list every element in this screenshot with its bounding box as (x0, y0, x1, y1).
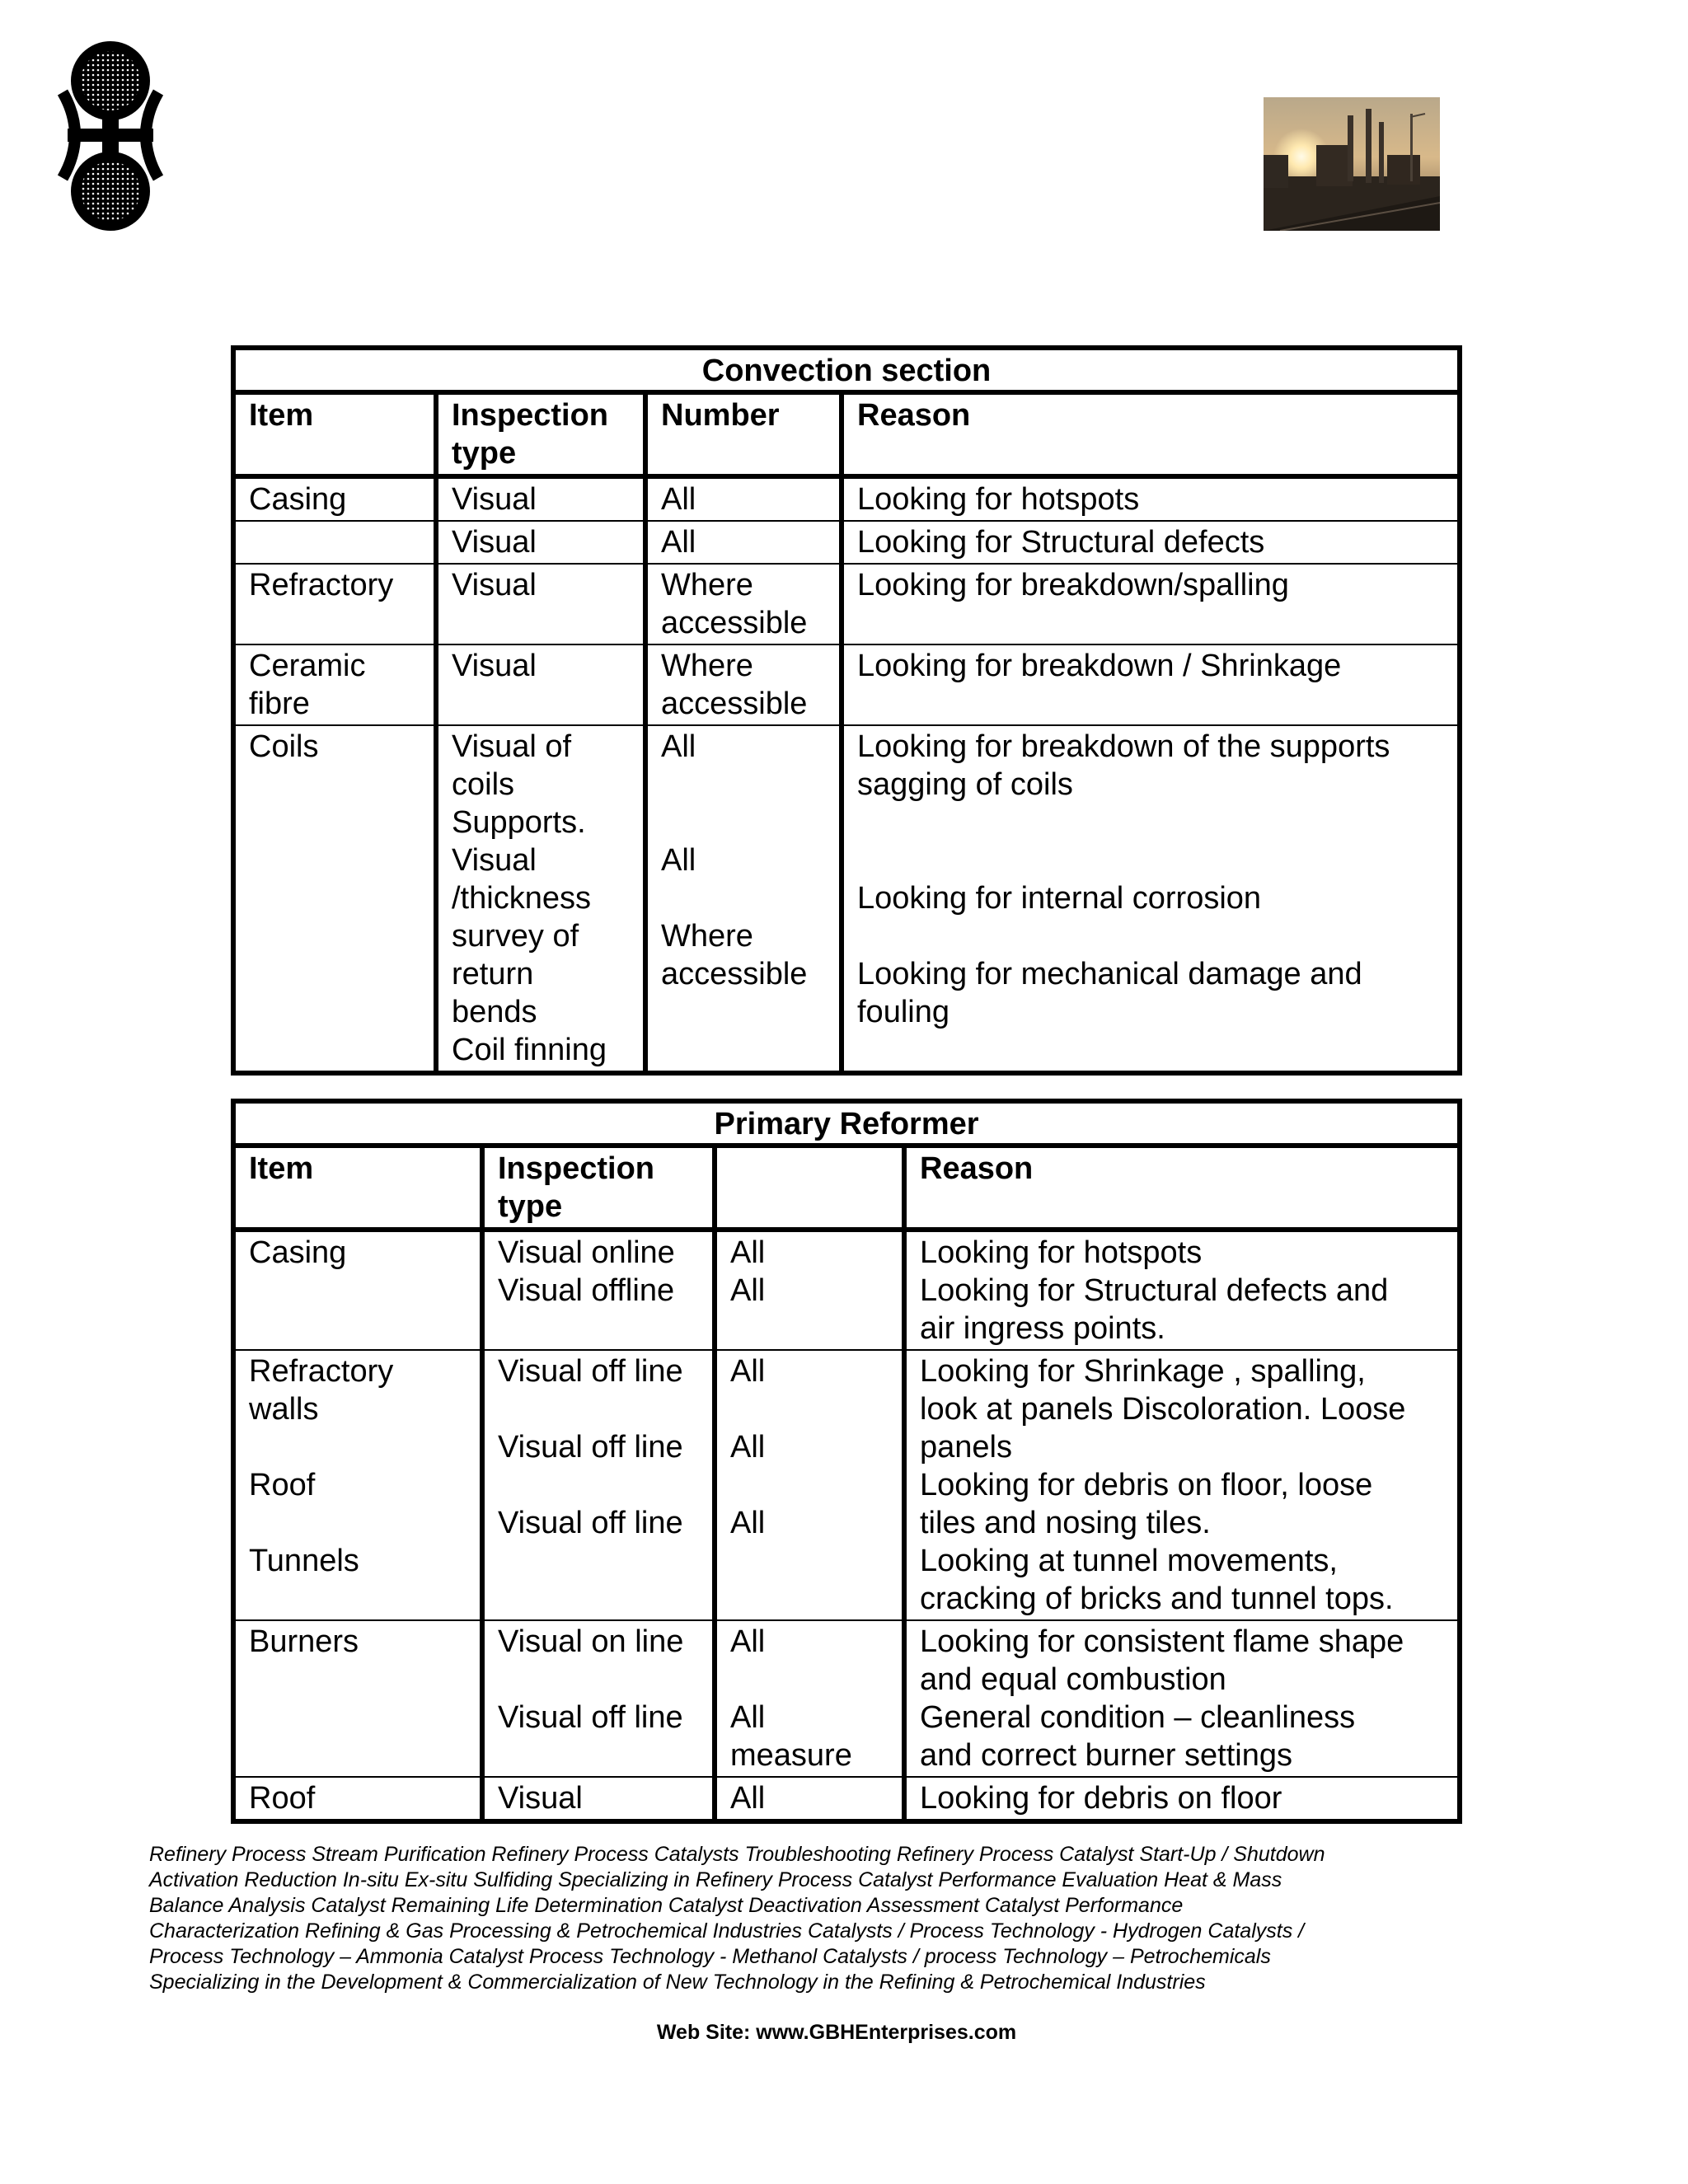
cell-item: Refractory (233, 564, 436, 644)
cell-reason: Looking for hotspots Looking for Structural defects and air ingress points. (904, 1230, 1460, 1350)
cell-reason: Looking for consistent flame shape and equal combustion General condition – cleanliness and correct burner settings (904, 1620, 1460, 1777)
cell-number: All (645, 476, 842, 521)
cell-number: All All Where accessible (645, 725, 842, 1073)
cell-item: Refractory walls Roof Tunnels (233, 1350, 482, 1620)
cell-inspection-type: Visual online Visual offline (482, 1230, 715, 1350)
table-row (233, 1350, 1460, 1620)
cell-reason: Looking for breakdown of the supports sagging of coils Looking for internal corrosion Looking for mechanical damage and fouling (842, 725, 1460, 1073)
cell-inspection-type: Visual (436, 476, 645, 521)
cell-reason: Looking for debris on floor (904, 1777, 1460, 1821)
cell-item: Casing (233, 476, 436, 521)
cell-number: All All All (715, 1350, 904, 1620)
cell-reason: Looking for breakdown / Shrinkage (842, 644, 1460, 725)
cell-number: Where accessible (645, 644, 842, 725)
cell-inspection-type: Visual on line Visual off line (482, 1620, 715, 1777)
table-row (233, 521, 1460, 564)
primary-reformer-table (231, 1099, 1462, 1824)
refinery-photo (1264, 97, 1440, 231)
cell-reason: Looking for Shrinkage , spalling, look at panels Discoloration. Loose panels Looking for debris on floor, loose tiles and nosing tiles. Looking at tunnel movements, cracking of bricks and tunnel tops. (904, 1350, 1460, 1620)
cell-item: Ceramic fibre (233, 644, 436, 725)
table-row (233, 644, 1460, 725)
cell-inspection-type: Visual of coils Supports. Visual /thickness survey of return bends Coil finning (436, 725, 645, 1073)
company-logo (51, 38, 170, 232)
cell-item: Burners (233, 1620, 482, 1777)
cell-number: All All measure (715, 1620, 904, 1777)
convection-section-table (231, 345, 1462, 1076)
table-row (233, 725, 1460, 1073)
cell-number: All (645, 521, 842, 564)
table-row (233, 1620, 1460, 1777)
primary-header-number (715, 1146, 904, 1230)
convection-header-reason: Reason (842, 392, 1460, 476)
cell-number: Where accessible (645, 564, 842, 644)
cell-reason: Looking for breakdown/spalling (842, 564, 1460, 644)
cell-inspection-type: Visual (436, 521, 645, 564)
convection-header-number: Number (645, 392, 842, 476)
footer-keywords: Refinery Process Stream Purification Refinery Process Catalysts Troubleshooting Refinery Process Catalyst Start-Up / Shutdown Activation Reduction In-situ Ex-situ Sulfiding Specializing in Refinery Process Catalyst Performance Evaluation Heat & Mass Balance Analysis Catalyst Remaining Life Determination Catalyst Deactivation Assessment Catalyst Performance Characterization Refining & Gas Processing & Petrochemical Industries Catalysts / Process Technology - Hydrogen Catalysts / Process Technology – Ammonia Catalyst Process Technology - Methanol Catalysts / process Technology – Petrochemicals Specializing in the Development & Commercialization of New Technology in the Refining & Petrochemical Industries (149, 1843, 1325, 1994)
table-row (233, 1230, 1460, 1350)
cell-reason: Looking for hotspots (842, 476, 1460, 521)
convection-header-inspection-type: Inspection type (436, 392, 645, 476)
convection-header-item: Item (233, 392, 436, 476)
convection-table-title: Convection section (233, 348, 1460, 392)
cell-item: Casing (233, 1230, 482, 1350)
table-row (233, 564, 1460, 644)
cell-reason: Looking for Structural defects (842, 521, 1460, 564)
cell-inspection-type: Visual (436, 644, 645, 725)
cell-inspection-type: Visual (482, 1777, 715, 1821)
footer-website: Web Site: www.GBHEnterprises.com (656, 2021, 1017, 2044)
cell-item: Roof (233, 1777, 482, 1821)
primary-header-reason: Reason (904, 1146, 1460, 1230)
primary-header-item: Item (233, 1146, 482, 1230)
primary-table-title: Primary Reformer (233, 1101, 1460, 1146)
cell-item (233, 521, 436, 564)
table-row (233, 1777, 1460, 1821)
primary-header-inspection-type: Inspection type (482, 1146, 715, 1230)
cell-number: All (715, 1777, 904, 1821)
table-row (233, 476, 1460, 521)
cell-inspection-type: Visual off line Visual off line Visual off line (482, 1350, 715, 1620)
cell-inspection-type: Visual (436, 564, 645, 644)
cell-item: Coils (233, 725, 436, 1073)
cell-number: All All (715, 1230, 904, 1350)
